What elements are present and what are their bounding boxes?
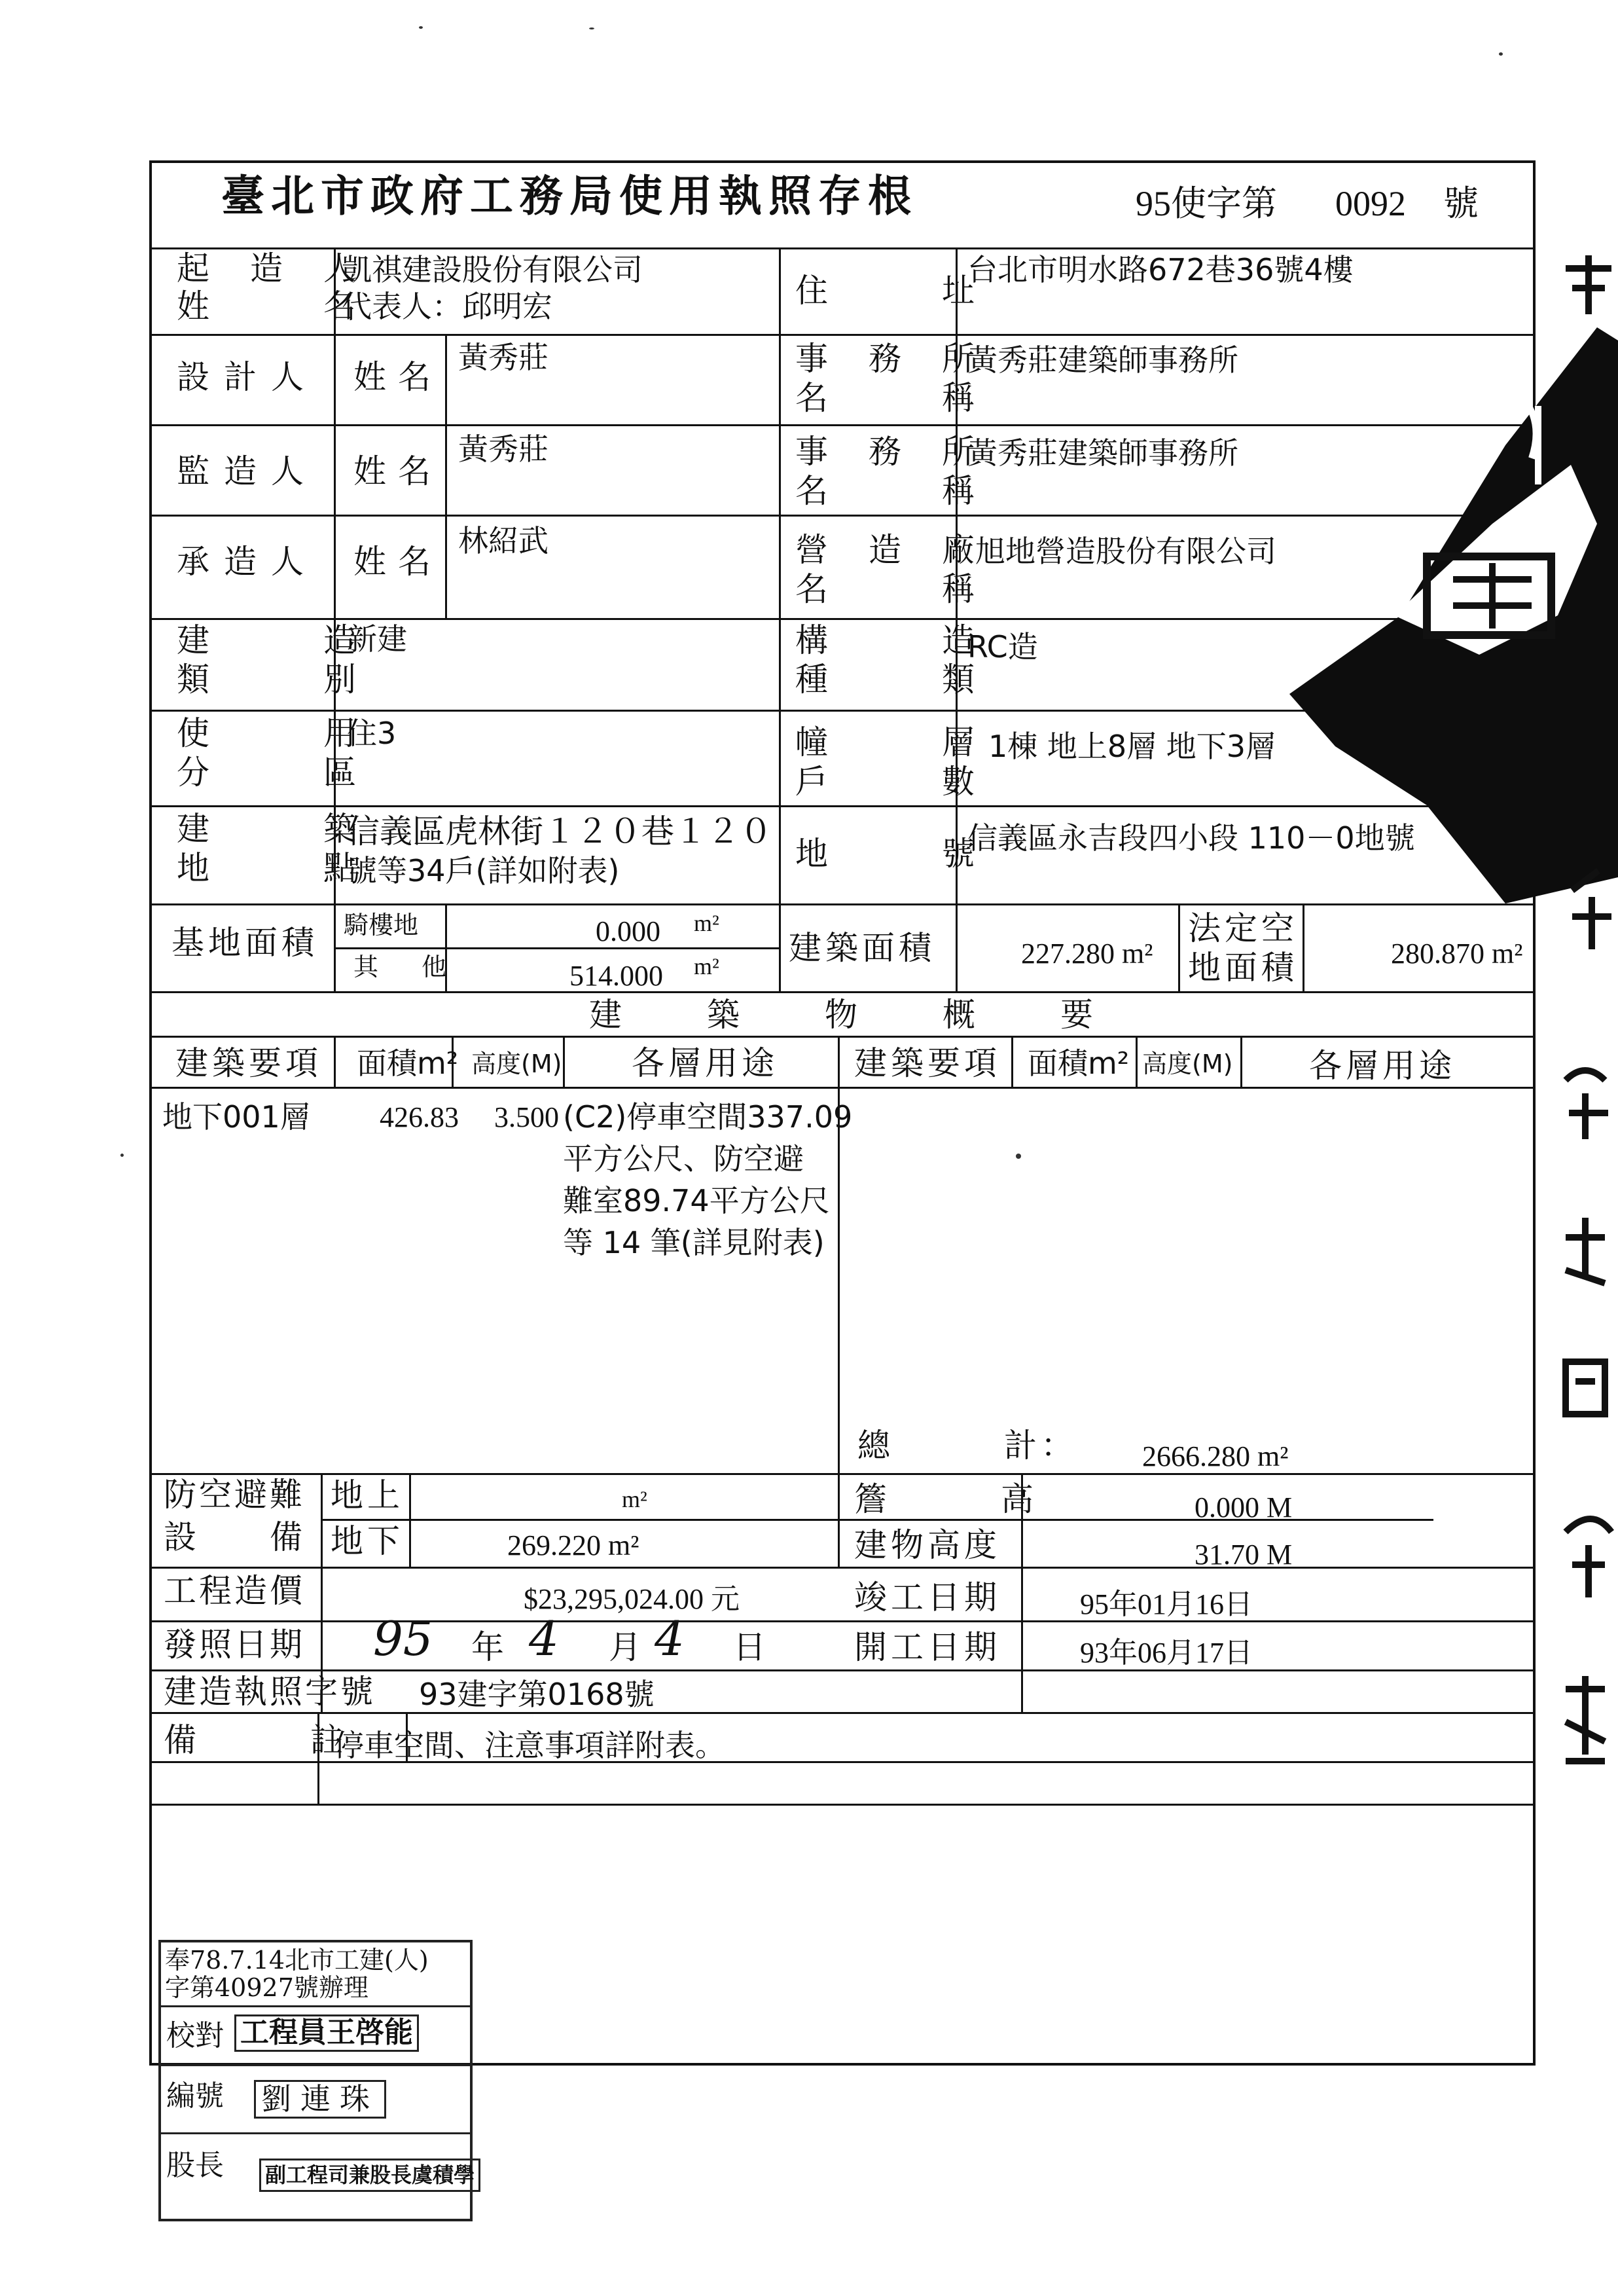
page-title: 臺北市政府工務局使用執照存根 xyxy=(221,170,918,221)
contractor-company-label-2: 名 稱 xyxy=(795,570,979,608)
check-name-seal: 工程員王啓能 xyxy=(234,2014,419,2052)
col-divider xyxy=(779,247,781,991)
shelter-label-1: 防空避難 xyxy=(164,1476,305,1514)
row-divider xyxy=(149,1036,1536,1038)
scan-speck xyxy=(419,26,423,29)
supervisor-label: 監造人 xyxy=(177,452,318,490)
stamp-divider xyxy=(161,2132,470,2134)
shelter-above-label: 地上 xyxy=(331,1476,404,1514)
permit-ref-label: 建造執照字號 xyxy=(164,1673,376,1711)
build-type-label-1: 建 造 xyxy=(177,621,360,659)
builder-label-2: 姓 名 xyxy=(177,287,360,325)
structure-label-1: 構 造 xyxy=(795,621,979,659)
row-divider xyxy=(334,947,779,949)
col-divider xyxy=(563,1036,565,1087)
col-area-left: 面積m² xyxy=(357,1046,459,1081)
location-label-1: 建 築 xyxy=(177,810,360,848)
contractor-company: 旭地營造股份有限公司 xyxy=(975,534,1276,569)
col-item-right: 建築要項 xyxy=(854,1044,1001,1082)
row-divider xyxy=(149,1087,1536,1089)
issue-month: 4 xyxy=(529,1611,559,1666)
supervisor-office: 黃秀莊建築師事務所 xyxy=(967,435,1238,471)
col-divider xyxy=(1240,1036,1242,1087)
shelter-below: 269.220 m² xyxy=(507,1529,639,1561)
contractor-label: 承造人 xyxy=(177,543,318,581)
units-label-2: 戶 數 xyxy=(795,763,979,801)
units-label-1: 幢 層 xyxy=(795,723,979,761)
col-divider xyxy=(317,1761,319,1804)
units-floors: 1棟 地上8層 地下3層 xyxy=(988,729,1276,764)
issue-year-char: 年 xyxy=(471,1628,508,1666)
shelter-above: m² xyxy=(622,1486,647,1512)
shelter-label-2: 設 備 xyxy=(164,1518,305,1556)
location-line-2: 號等34戶(詳如附表) xyxy=(347,853,620,888)
col-height-left: 高度(M) xyxy=(471,1049,562,1078)
contractor-company-label-1: 營 造 廠 xyxy=(795,531,979,569)
building-area-label: 建築面積 xyxy=(789,929,935,967)
row-divider xyxy=(149,1620,1536,1622)
supervisor-name: 黃秀莊 xyxy=(458,431,548,467)
col-area-right: 面積m² xyxy=(1028,1046,1130,1081)
floor-use-line-2: 平方公尺、防空避 xyxy=(563,1141,804,1176)
floor-area: 426.83 xyxy=(380,1101,459,1133)
stamp-line-2: 字第40927號辦理 xyxy=(165,1973,369,2002)
structure-type: RC造 xyxy=(967,629,1038,665)
col-height-right: 高度(M) xyxy=(1142,1049,1233,1078)
builder-name: 凱祺建設股份有限公司 xyxy=(342,252,643,287)
arcade-area: 0.000 xyxy=(596,915,660,947)
issue-year: 95 xyxy=(373,1611,433,1666)
stamp-divider xyxy=(161,2064,470,2066)
site-area-label: 基地面積 xyxy=(171,924,318,962)
supervisor-name-label: 姓名 xyxy=(353,452,442,490)
stamp-line-1: 奉78.7.14北市工建(人) xyxy=(165,1946,429,1975)
designer-label: 設計人 xyxy=(177,358,318,396)
chief-label: 股長 xyxy=(166,2149,224,2182)
open-space-area: 280.870 m² xyxy=(1391,938,1523,970)
building-height-label: 建物高度 xyxy=(854,1526,1001,1564)
col-use-right: 各層用途 xyxy=(1309,1047,1456,1085)
row-divider xyxy=(149,1804,1536,1806)
other-area: 514.000 xyxy=(569,960,663,992)
zoning-label-1: 使 用 xyxy=(177,714,360,752)
start-date-label: 開工日期 xyxy=(854,1628,1001,1666)
stamp-divider xyxy=(161,2005,470,2007)
floor-use-line-1: (C2)停車空間337.09 xyxy=(563,1099,853,1135)
cost-label: 工程造價 xyxy=(164,1572,305,1610)
open-space-label-1: 法定空 xyxy=(1188,909,1298,947)
supervisor-office-label-2: 名 稱 xyxy=(795,472,979,510)
scan-speck xyxy=(1016,1154,1021,1159)
lot-number: 信義區永吉段四小段 110－0地號 xyxy=(967,820,1415,856)
col-divider xyxy=(445,334,447,618)
number-name-seal: 劉連珠 xyxy=(254,2080,386,2119)
zoning-label-2: 分 區 xyxy=(177,754,360,792)
other-area-unit: m² xyxy=(694,953,719,979)
arcade-label: 騎樓地 xyxy=(344,911,419,939)
arcade-unit: m² xyxy=(694,910,719,936)
number-label: 編號 xyxy=(166,2079,224,2113)
total-label: 總 計： xyxy=(857,1427,1077,1465)
build-type-label-2: 類 別 xyxy=(177,661,360,699)
supervisor-office-label-1: 事 務 所 xyxy=(795,433,979,471)
structure-label-2: 種 類 xyxy=(795,661,979,699)
address-label: 住 址 xyxy=(795,272,979,310)
check-label: 校對 xyxy=(166,2019,224,2052)
col-item-left: 建築要項 xyxy=(175,1044,322,1082)
issue-day-char: 日 xyxy=(733,1628,770,1666)
permit-number: 0092 xyxy=(1335,184,1406,223)
shelter-below-label: 地下 xyxy=(331,1522,404,1560)
row-divider xyxy=(149,1712,1536,1714)
construction-cost: $23,295,024.00 元 xyxy=(524,1583,740,1615)
remark-label: 備 註 xyxy=(164,1721,347,1759)
floor-use-line-4: 等 14 筆(詳見附表) xyxy=(563,1225,825,1260)
total-area: 2666.280 m² xyxy=(1142,1440,1289,1472)
col-divider xyxy=(334,1036,336,1087)
contractor-name: 林紹武 xyxy=(458,523,548,558)
zoning: 住3 xyxy=(347,716,397,751)
designer-office-label-2: 名 稱 xyxy=(795,379,979,417)
col-divider xyxy=(409,1473,411,1567)
col-divider xyxy=(1136,1036,1138,1087)
side-stamp-marks xyxy=(1553,249,1618,1794)
permit-number-suffix: 號 xyxy=(1443,184,1479,223)
row-divider xyxy=(149,1669,1536,1671)
scan-speck xyxy=(1499,52,1503,56)
contractor-name-label: 姓名 xyxy=(353,543,442,581)
completion-date: 95年01月16日 xyxy=(1080,1588,1253,1620)
approval-stamp xyxy=(158,1940,473,2221)
designer-name: 黃秀莊 xyxy=(458,340,548,375)
designer-office: 黃秀莊建築師事務所 xyxy=(967,342,1238,378)
other-area-label: 其 他 xyxy=(353,953,456,981)
row-divider xyxy=(149,1473,1536,1475)
lot-label: 地 號 xyxy=(795,835,979,873)
scan-speck xyxy=(589,27,594,29)
issue-date-label: 發照日期 xyxy=(164,1626,305,1664)
start-date: 93年06月17日 xyxy=(1080,1637,1253,1669)
remark: 停車空間、注意事項詳附表。 xyxy=(334,1728,725,1763)
col-divider xyxy=(1011,1036,1013,1087)
designer-name-label: 姓名 xyxy=(353,358,442,396)
builder-address: 台北市明水路672巷36號4樓 xyxy=(967,252,1354,287)
floor-use-line-3: 難室89.74平方公尺 xyxy=(563,1183,830,1218)
building-height: 31.70 M xyxy=(1195,1539,1293,1571)
building-area: 227.280 m² xyxy=(1021,938,1153,970)
col-use-left: 各層用途 xyxy=(632,1044,778,1082)
permit-number-prefix: 95使字第 xyxy=(1136,184,1277,223)
row-divider xyxy=(149,1567,1536,1569)
issue-month-char: 月 xyxy=(609,1628,645,1666)
floor-label: 地下001層 xyxy=(162,1099,310,1135)
col-divider xyxy=(1178,903,1180,991)
permit-ref: 93建字第0168號 xyxy=(419,1677,655,1712)
location-line-1: 信義區虎林街１２０巷１２０ xyxy=(347,812,772,850)
designer-office-label-1: 事 務 所 xyxy=(795,340,979,378)
completion-label: 竣工日期 xyxy=(854,1578,1001,1616)
build-type: 新建 xyxy=(347,621,407,657)
open-space-label-2: 地面積 xyxy=(1188,949,1298,987)
location-label-2: 地 點 xyxy=(177,849,360,887)
builder-representative: 代表人：邱明宏 xyxy=(342,289,552,324)
chief-name-seal: 副工程司兼股長虞積學 xyxy=(259,2159,480,2192)
issue-day: 4 xyxy=(655,1611,685,1666)
floor-height: 3.500 xyxy=(494,1101,559,1133)
scan-speck xyxy=(120,1154,124,1157)
builder-label-1: 起 造 人 xyxy=(177,249,360,287)
summary-title: 建 築 物 概 要 xyxy=(589,996,1100,1034)
eave-height: 0.000 M xyxy=(1195,1491,1293,1523)
eave-label: 簷 高 xyxy=(854,1480,1037,1518)
